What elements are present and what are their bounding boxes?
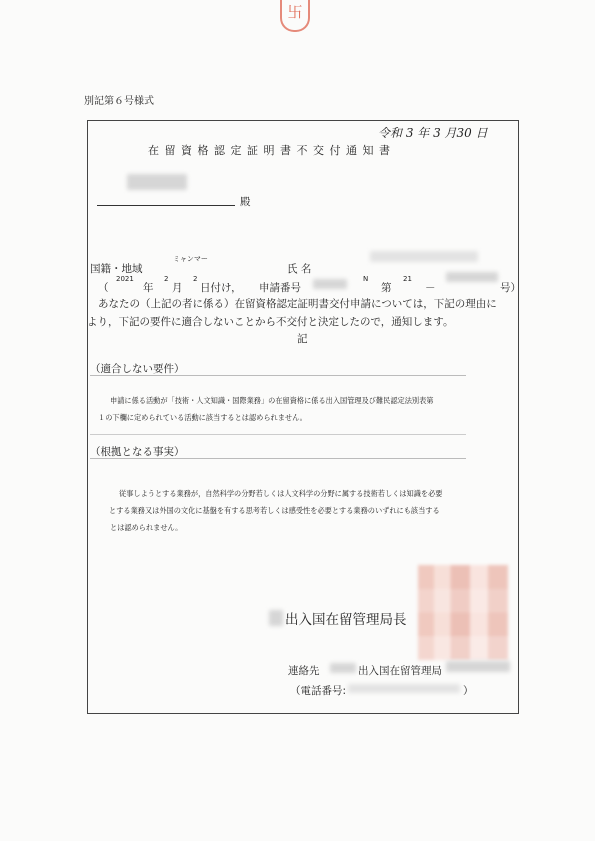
- section2-heading: （根拠となる事実）: [90, 446, 185, 458]
- paragraph-line1: あなたの（上記の者に係る）在留資格認定証明書交付申請については，下記の理由に: [98, 298, 497, 310]
- number-mid: 21: [403, 275, 412, 283]
- nationality-label: 国籍・地域: [90, 263, 143, 275]
- addressee-underline: [97, 205, 235, 206]
- redacted-bureau-name: [269, 610, 283, 626]
- redacted-name: [370, 251, 478, 262]
- redacted-number-part2: [446, 272, 498, 282]
- name-label: 氏 名: [287, 263, 312, 275]
- section1-line2: １の下欄に定められている活動に該当するとは認められません。: [98, 413, 307, 422]
- phone-close: ）: [463, 685, 474, 697]
- redacted-contact-detail: [446, 661, 510, 672]
- contact-office: 出入国在留管理局: [358, 665, 442, 677]
- addressee-suffix: 殿: [240, 196, 251, 208]
- section2-line2: とする業務又は外国の文化に基盤を有する思考若しくは感受性を必要とする業務のいずれにも該当する: [109, 506, 440, 515]
- redacted-addressee: [127, 174, 187, 190]
- application-number-label: 申請番号: [259, 282, 301, 294]
- application-year: 2021: [116, 275, 134, 283]
- redacted-contact-prefix: [330, 663, 356, 673]
- redacted-phone-number: [348, 684, 460, 693]
- section1-rule: [90, 375, 466, 376]
- section1-line1: 申請に係る活動が「技術・人文知識・国際業務」の在留資格に係る出入国管理及び難民認定法別表第: [110, 396, 434, 405]
- year-unit: 年: [143, 282, 154, 294]
- issue-date: 令和 3 年 3 月30 日: [378, 126, 488, 140]
- phone-label: （電話番号:: [290, 685, 347, 697]
- open-paren: （: [98, 282, 109, 294]
- day-unit: 日付け，: [200, 282, 242, 294]
- number-close: 号）: [500, 282, 521, 294]
- application-month: 2: [164, 275, 169, 283]
- number-letter: N: [363, 275, 369, 283]
- form-number: 別記第６号様式: [84, 96, 154, 107]
- redacted-number-part1: [313, 279, 347, 289]
- section2-line1: 従事しようとする業務が，自然科学の分野若しくは人文科学の分野に属する技術若しくは知識を必要: [119, 489, 443, 498]
- ki-mark: 記: [297, 333, 308, 345]
- month-unit: 月: [172, 282, 183, 294]
- official-seal-image: [418, 565, 508, 660]
- number-dash: －: [425, 282, 436, 294]
- paragraph-line2: より，下記の要件に適合しないことから不交付と決定したので，通知します。: [87, 316, 454, 328]
- top-stamp-mark: 卐: [280, 0, 310, 32]
- application-day: 2: [193, 275, 198, 283]
- issuer-title: 出入国在留管理局長: [285, 612, 407, 628]
- section2-rule: [90, 458, 466, 459]
- document-title: 在留資格認定証明書不交付通知書: [148, 144, 396, 157]
- contact-label: 連絡先: [288, 665, 320, 677]
- number-dai: 第: [381, 282, 392, 294]
- section1-heading: （適合しない要件）: [90, 363, 185, 375]
- nationality-value: ミャンマー: [173, 255, 208, 263]
- section2-line3: とは認められません。: [110, 523, 183, 532]
- section2-top-rule: [90, 434, 466, 435]
